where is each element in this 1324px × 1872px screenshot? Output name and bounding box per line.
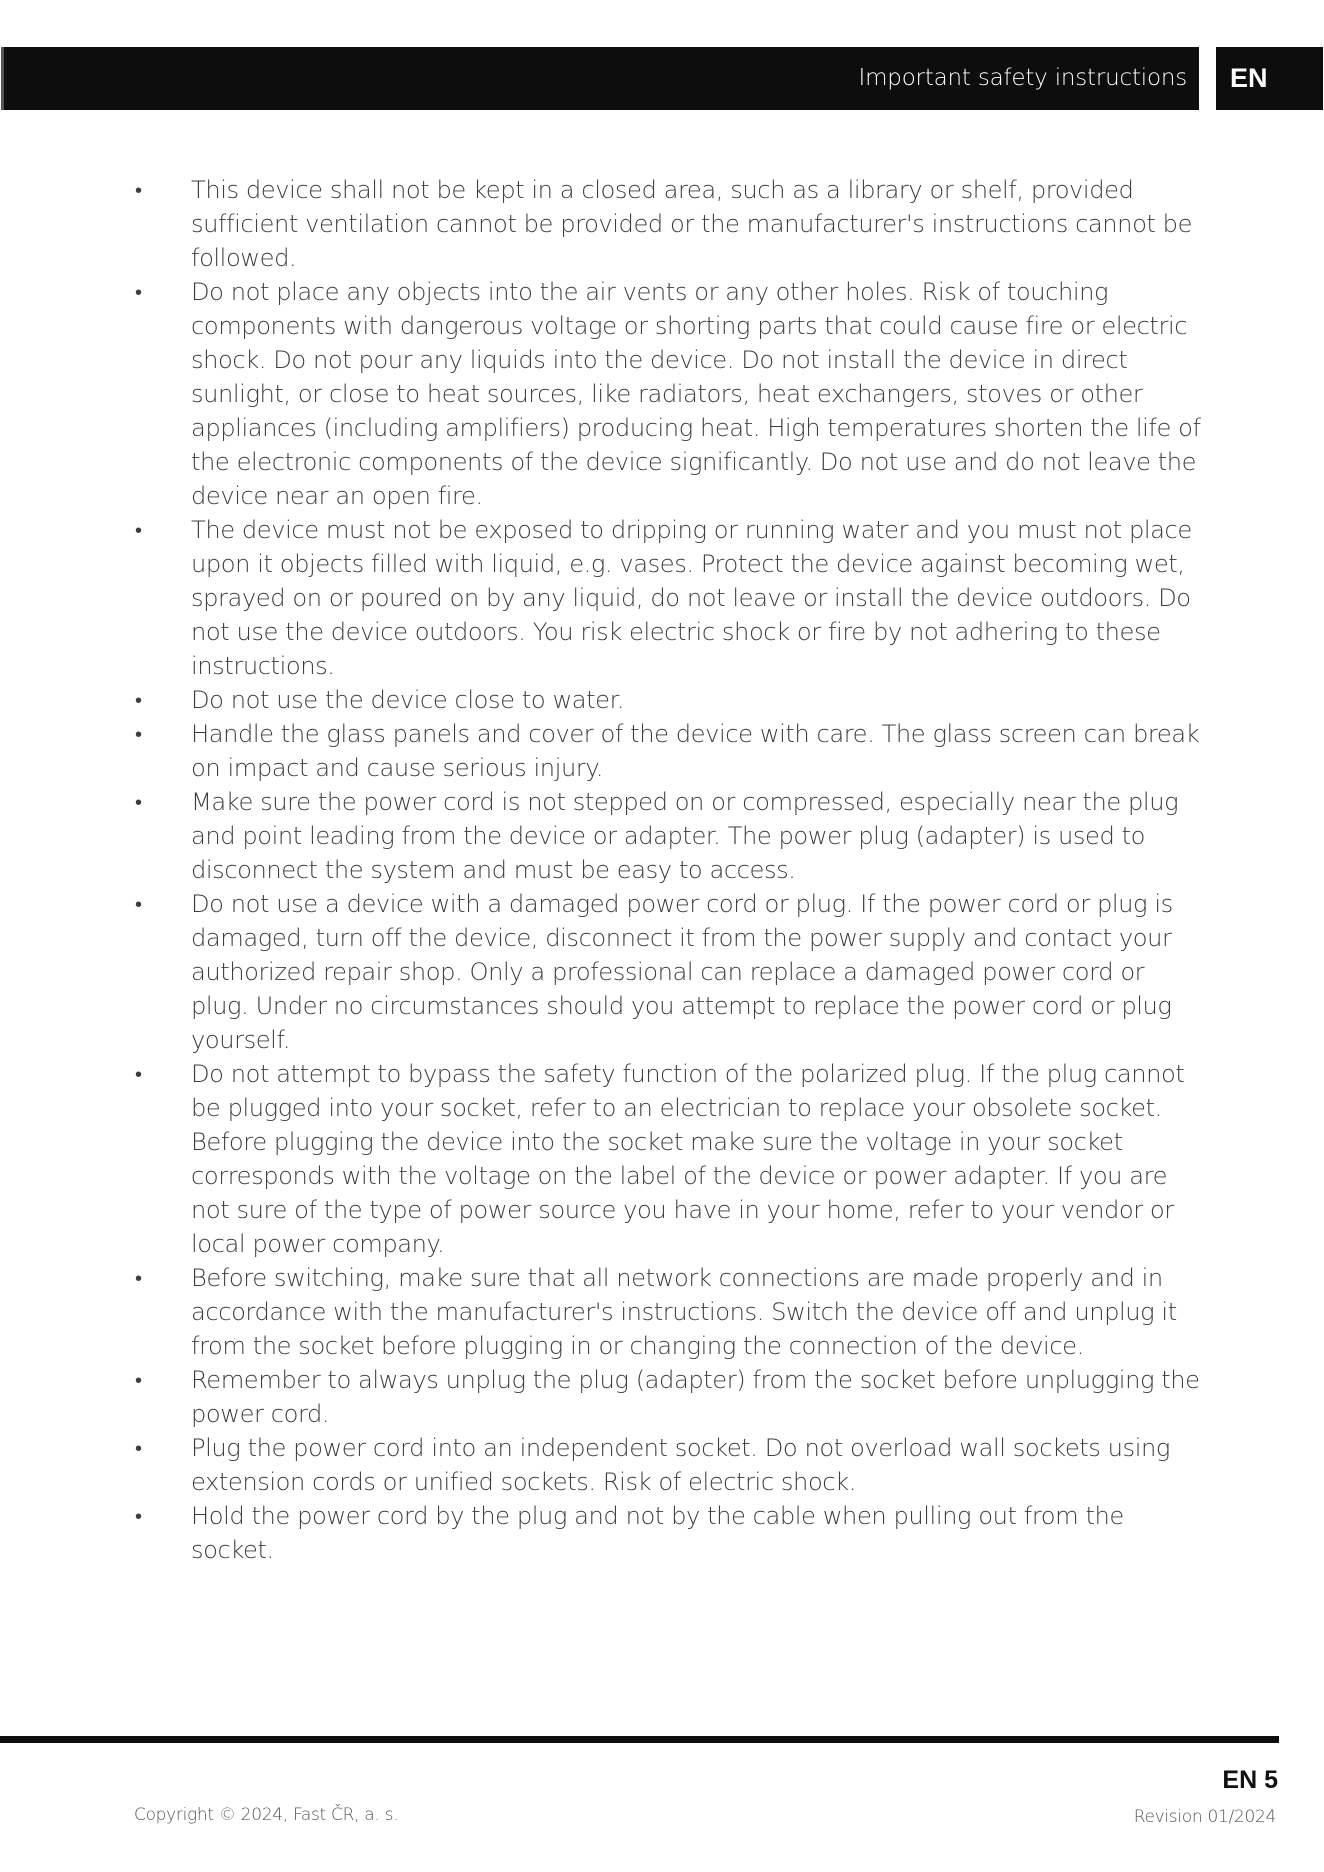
bullet-icon: • — [135, 1368, 142, 1392]
bullet-icon: • — [135, 1436, 142, 1460]
list-item — [132, 1261, 1202, 1363]
list-item — [132, 1431, 1202, 1499]
list-item — [132, 683, 1202, 717]
bullet-icon: • — [135, 1266, 142, 1290]
page-number: EN 5 — [1222, 1766, 1278, 1794]
bullet-icon: • — [135, 1062, 142, 1086]
list-item-text: Handle the glass panels and cover of the device with care. The glass screen can break on impact and cause serious injury. — [191, 720, 1200, 782]
bullet-icon: • — [135, 178, 142, 202]
list-item — [132, 887, 1202, 1057]
language-badge — [1216, 47, 1323, 110]
list-item — [132, 275, 1202, 513]
list-item-text: The device must not be exposed to dripping or running water and you must not place upon it objects filled with liquid, e.g. vases. Protect the device against becoming wet, sprayed on or poured on by any liquid, do not leave or install the device outdoors. Do not use the device outdoors. You risk electric shock or fire by not adhering to these instructions. — [191, 516, 1192, 680]
copyright-text: Copyright © 2024, Fast ČR, a. s. — [134, 1805, 399, 1825]
bullet-icon: • — [135, 722, 142, 746]
list-item-text: Hold the power cord by the plug and not by the cable when pulling out from the socket. — [191, 1502, 1124, 1564]
header-bar — [1, 47, 1199, 110]
list-item — [132, 1057, 1202, 1261]
list-item-text: Remember to always unplug the plug (adapter) from the socket before unplugging the power cord. — [191, 1366, 1200, 1428]
list-item — [132, 1363, 1202, 1431]
language-label: EN — [1230, 63, 1268, 93]
list-item-text: Before switching, make sure that all network connections are made properly and in accordance with the manufacturer's instructions. Switch the device off and unplug it from the socket before plugging in or changing the connection of the device. — [191, 1264, 1177, 1360]
list-item-text: Make sure the power cord is not stepped on or compressed, especially near the plug and point leading from the device or adapter. The power plug (adapter) is used to disconnect the system and must be easy to access. — [191, 788, 1179, 884]
bullet-icon: • — [135, 790, 142, 814]
section-title: Important safety instructions — [858, 65, 1187, 91]
list-item-text: This device shall not be kept in a closed area, such as a library or shelf, provided sufficient ventilation cannot be provided or the manufacturer's instructions cannot be followed. — [191, 176, 1193, 272]
bullet-icon: • — [135, 1504, 142, 1528]
list-item — [132, 173, 1202, 275]
bullet-icon: • — [135, 688, 142, 712]
footer-divider — [0, 1736, 1279, 1743]
list-item-text: Do not attempt to bypass the safety function of the polarized plug. If the plug cannot be plugged into your socket, refer to an electrician to replace your obsolete socket. Before plugging the device into the socket make sure the voltage in your socket corresponds with the voltage on the label of the device or power adapter. If you are not sure of the type of power source you have in your home, refer to your vendor or local power company. — [191, 1060, 1185, 1258]
list-item-text: Do not place any objects into the air vents or any other holes. Risk of touching components with dangerous voltage or shorting parts that could cause fire or electric shock. Do not pour any liquids into the device. Do not install the device in direct sunlight, or close to heat sources, like radiators, heat exchangers, stoves or other appliances (including amplifiers) producing heat. High temperatures shorten the life of the electronic components of the device significantly. Do not use and do not leave the device near an open fire. — [191, 278, 1201, 510]
list-item-text: Plug the power cord into an independent socket. Do not overload wall sockets using extension cords or unified sockets. Risk of electric shock. — [191, 1434, 1170, 1496]
list-item — [132, 1499, 1202, 1567]
revision-text: Revision 01/2024 — [1133, 1807, 1276, 1827]
bullet-icon: • — [135, 892, 142, 916]
bullet-icon: • — [135, 280, 142, 304]
main-content — [132, 173, 1202, 1567]
list-item-text: Do not use a device with a damaged power cord or plug. If the power cord or plug is damaged, turn off the device, disconnect it from the power supply and contact your authorized repair shop. Only a professional can replace a damaged power cord or plug. Under no circumstances should you attempt to replace the power cord or plug yourself. — [191, 890, 1173, 1054]
list-item — [132, 785, 1202, 887]
list-item — [132, 717, 1202, 785]
safety-instructions-list — [132, 173, 1202, 1567]
bullet-icon: • — [135, 518, 142, 542]
list-item — [132, 513, 1202, 683]
list-item-text: Do not use the device close to water. — [191, 686, 625, 714]
